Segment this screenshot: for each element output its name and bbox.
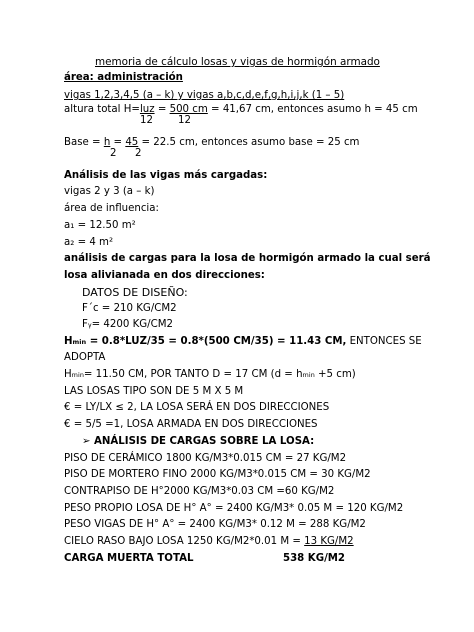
height-luz: luz <box>139 104 155 115</box>
ratio-calc: € = 5/5 =1, LOSA ARMADA EN DOS DIRECCIONES <box>64 419 318 430</box>
loads-heading-line1: análisis de cargas para la losa de hormigón armado la cual será <box>64 253 431 264</box>
hmin-value: Hₘᵢₙ= 11.50 CM, POR TANTO D = 17 CM (d = hₘᵢₙ +5 cm) <box>64 369 356 380</box>
base-denominator-1: 2 <box>110 148 117 159</box>
load-item: PISO DE CERÁMICO 1800 KG/M3*0.015 CM = 27 KG/M2 <box>64 453 347 464</box>
design-data-label: DATOS DE DISEÑO: <box>82 286 188 299</box>
fy-value: Fᵧ= 4200 KG/CM2 <box>82 319 173 330</box>
height-result: = 41,67 cm, entonces asumo h = 45 cm <box>207 104 418 115</box>
height-denominator-1: 12 <box>140 115 153 126</box>
base-formula <box>64 137 359 149</box>
fc-value: F´c = 210 KG/CM2 <box>82 303 177 314</box>
height-eq: = <box>154 104 170 115</box>
height-prefix: altura total H= <box>64 104 140 115</box>
height-numerator: 500 cm <box>169 104 208 115</box>
beams-loaded: vigas 2 y 3 (a – k) <box>64 186 155 197</box>
area-a2: a₂ = 4 m² <box>64 237 114 248</box>
base-h: h <box>103 137 111 148</box>
base-result: = 22.5 cm, entonces asumo base = 25 cm <box>138 137 360 148</box>
analysis-heading: Análisis de las vigas más cargadas: <box>64 170 268 181</box>
dead-load-label: CARGA MUERTA TOTAL <box>64 553 194 564</box>
load-item: CONTRAPISO DE H°2000 KG/M3*0.03 CM =60 KG/M2 <box>64 486 335 497</box>
load-item: PESO PROPIO LOSA DE H° A° = 2400 KG/M3* 0.05 M = 120 KG/M2 <box>64 503 404 514</box>
ceiling-load-prefix: CIELO RASO BAJO LOSA 1250 KG/M2*0.01 M = <box>64 536 305 547</box>
height-formula <box>64 104 418 116</box>
base-eq: = <box>110 137 126 148</box>
influence-area: área de influencia: <box>64 203 159 214</box>
height-denominator-2: 12 <box>178 115 191 126</box>
load-item: PISO DE MORTERO FINO 2000 KG/M3*0.015 CM = 30 KG/M2 <box>64 469 371 480</box>
hmin-formula <box>64 336 422 348</box>
hmin-formula-rest: ENTONCES SE <box>346 336 422 347</box>
hmin-formula-bold: Hₘᵢₙ = 0.8*LUZ/35 = 0.8*(500 CM/35) = 11.43 CM, <box>64 336 347 347</box>
area-heading: área: administración <box>64 72 183 83</box>
loads-heading-line2: losa alivianada en dos direcciones: <box>64 270 265 281</box>
adopta-text: ADOPTA <box>64 352 106 363</box>
slab-loads-heading-text: ANÁLISIS DE CARGAS SOBRE LA LOSA: <box>94 436 315 447</box>
base-numerator: 45 <box>125 137 139 148</box>
ceiling-load <box>64 536 354 548</box>
beams-line: vigas 1,2,3,4,5 (a – k) y vigas a,b,c,d,e,f,g,h,i,j,k (1 – 5) <box>64 90 345 101</box>
base-prefix: Base = <box>64 137 104 148</box>
dead-load-value: 538 KG/M2 <box>283 553 346 564</box>
base-denominator-2: 2 <box>135 148 142 159</box>
load-item: PESO VIGAS DE H° A° = 2400 KG/M3* 0.12 M = 288 KG/M2 <box>64 519 366 530</box>
arrow-bullet-icon: ➢ <box>82 436 91 447</box>
ceiling-load-value: 13 KG/M2 <box>304 536 354 547</box>
slab-type: LAS LOSAS TIPO SON DE 5 M X 5 M <box>64 386 244 397</box>
ratio-rule: € = LY/LX ≤ 2, LA LOSA SERÁ EN DOS DIRECCIONES <box>64 402 330 413</box>
page-title: memoria de cálculo losas y vigas de hormigón armado <box>95 56 380 68</box>
area-a1: a₁ = 12.50 m² <box>64 220 136 231</box>
slab-loads-heading <box>82 436 314 448</box>
